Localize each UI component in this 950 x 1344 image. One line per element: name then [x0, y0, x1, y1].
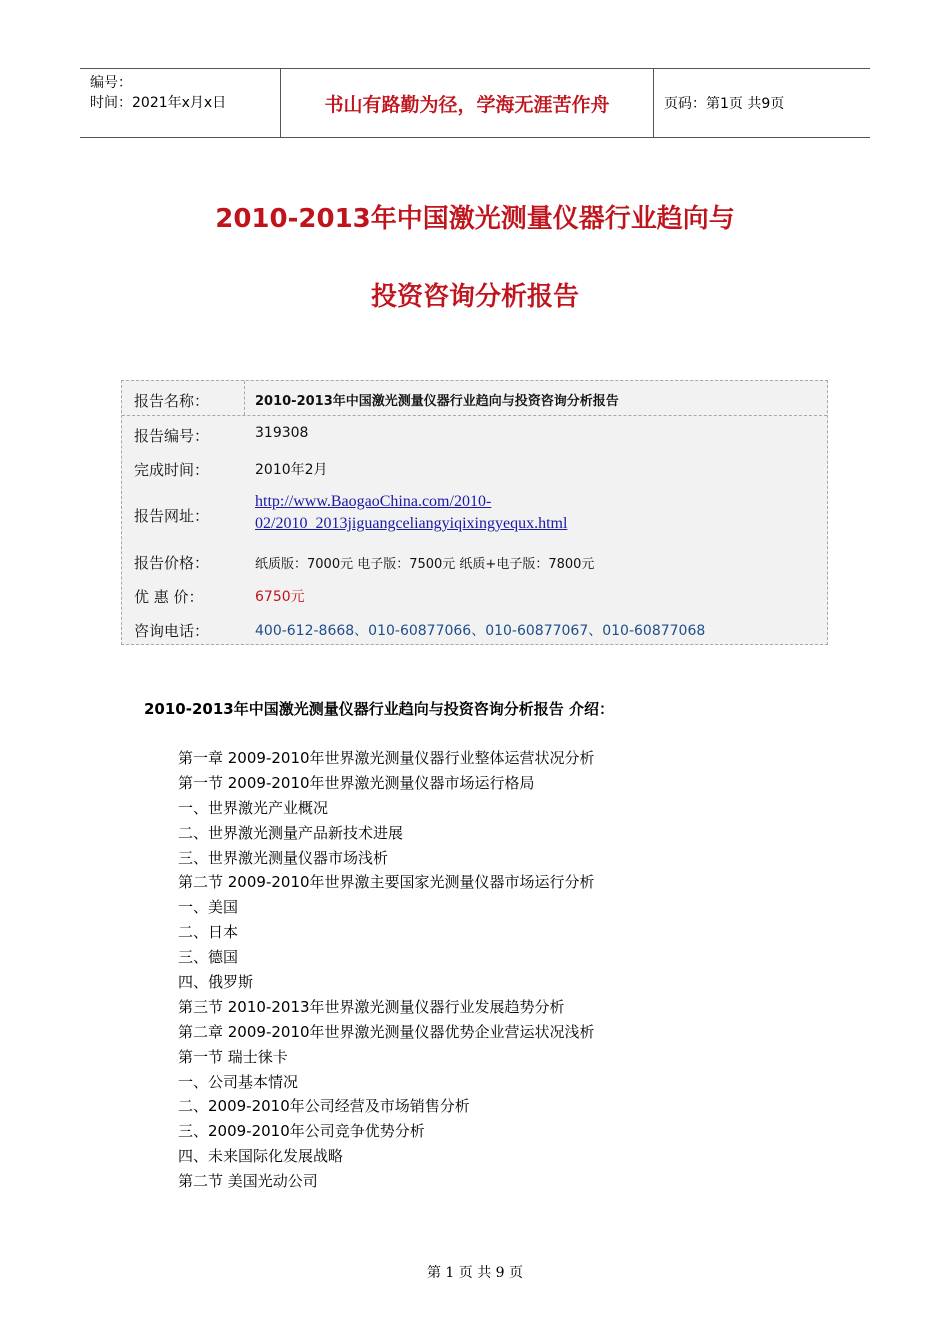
- document-header: [80, 68, 870, 138]
- phone-numbers: 400-612-8668、010-60877066、010-60877067、010-60877068: [255, 623, 706, 639]
- toc-item: 第一节 2009-2010年世界激光测量仪器市场运行格局: [178, 773, 535, 792]
- page-footer: 第 1 页 共 9 页: [426, 1265, 524, 1281]
- table-of-contents: [178, 746, 595, 1194]
- info-label: 报告网址：: [134, 507, 210, 525]
- header-motto: 书山有路勤为径，学海无涯苦作舟: [280, 69, 654, 137]
- intro-heading: 2010-2013年中国激光测量仪器行业趋向与投资咨询分析报告 介绍：: [144, 700, 614, 718]
- info-label: 报告价格：: [134, 554, 210, 572]
- url-line2[interactable]: 02/2010_2013jiguangceliangyiqixingyequx.html: [255, 515, 568, 532]
- toc-item: 三、德国: [178, 948, 239, 967]
- info-label: 咨询电话：: [134, 622, 210, 640]
- toc-item: 三、2009-2010年公司竞争优势分析: [178, 1122, 425, 1141]
- toc-item: 四、俄罗斯: [178, 973, 254, 992]
- number-label: 编号：: [90, 75, 132, 91]
- toc-item: 四、未来国际化发展战略: [178, 1147, 344, 1166]
- toc-item: 第一章 2009-2010年世界激光测量仪器行业整体运营状况分析: [178, 749, 595, 767]
- info-value: 319308: [255, 425, 309, 441]
- info-label: 报告名称：: [134, 392, 210, 410]
- toc-item: 第三节 2010-2013年世界激光测量仪器行业发展趋势分析: [178, 997, 565, 1016]
- info-value: 2010年2月: [255, 462, 328, 478]
- toc-item: 第二章 2009-2010年世界激光测量仪器优势企业营运状况浅析: [178, 1022, 595, 1041]
- info-label: 完成时间：: [134, 461, 210, 479]
- time-label: 时间：2021年x月x日: [90, 95, 227, 111]
- toc-item: 三、世界激光测量仪器市场浅析: [178, 848, 389, 867]
- toc-item: 二、世界激光测量产品新技术进展: [178, 823, 404, 842]
- info-value: 2010-2013年中国激光测量仪器行业趋向与投资咨询分析报告: [255, 394, 619, 409]
- info-label: 优 惠 价：: [134, 588, 204, 606]
- report-title-line1: 2010-2013年中国激光测量仪器行业趋向与: [215, 204, 735, 234]
- toc-item: 一、世界激光产业概况: [178, 798, 329, 817]
- report-url-link[interactable]: [255, 491, 567, 535]
- report-info-table: [121, 380, 828, 645]
- toc-item: 第二节 美国光动公司: [178, 1172, 318, 1191]
- toc-item: 第一节 瑞士徕卡: [178, 1047, 288, 1066]
- toc-item: 一、美国: [178, 898, 239, 917]
- toc-item: 二、2009-2010年公司经营及市场销售分析: [178, 1097, 470, 1116]
- url-line1[interactable]: http://www.BaogaoChina.com/2010-: [255, 493, 492, 510]
- toc-item: 二、日本: [178, 923, 239, 942]
- report-title-line2: 投资咨询分析报告: [370, 282, 579, 312]
- info-value: 纸质版：7000元 电子版：7500元 纸质+电子版：7800元: [255, 557, 595, 572]
- info-label: 报告编号：: [134, 427, 210, 445]
- header-page-info: 页码：第1页 共9页: [664, 96, 785, 112]
- info-row-name: [122, 381, 827, 416]
- header-meta: [80, 69, 280, 137]
- toc-item: 一、公司基本情况: [178, 1072, 299, 1091]
- toc-item: 第二节 2009-2010年世界激主要国家光测量仪器市场运行分析: [178, 873, 595, 892]
- discount-price: 6750元: [255, 589, 305, 605]
